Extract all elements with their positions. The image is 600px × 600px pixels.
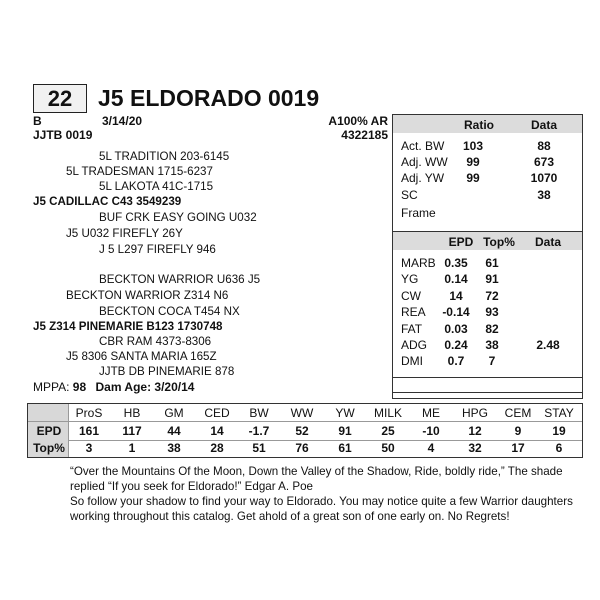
epd-value: 52 <box>295 424 309 438</box>
top-value: 76 <box>295 441 309 455</box>
perf-label: Frame <box>401 206 436 220</box>
top-value: 38 <box>167 441 181 455</box>
carcass-top: 91 <box>485 272 499 286</box>
epd-col-header: ProS <box>75 406 103 420</box>
pedigree-ssd: 5L LAKOTA 41C-1715 <box>99 180 214 193</box>
lot-number: 22 <box>33 84 87 113</box>
carcass-top: 82 <box>485 322 499 336</box>
top-value: 61 <box>338 441 352 455</box>
pedigree-sdd: J 5 L297 FIREFLY 946 <box>99 243 216 256</box>
pedigree-dsd: BECKTON COCA T454 NX <box>99 305 240 318</box>
carcass-epd: 0.03 <box>444 322 468 336</box>
carcass-top: 72 <box>485 289 499 303</box>
epd-value: 14 <box>210 424 224 438</box>
pedigree-sds: BUF CRK EASY GOING U032 <box>99 211 257 224</box>
note-line: replied “If you seek for Eldorado!” Edgar A. Poe <box>70 480 313 493</box>
dam-age-value: 3/20/14 <box>154 380 195 394</box>
ratio-header: Ratio <box>464 118 494 132</box>
perf-ratio: 99 <box>466 155 480 169</box>
epd-col-header: CEM <box>504 406 532 420</box>
top-row-label: Top% <box>33 441 65 455</box>
epd-value: 9 <box>514 424 522 438</box>
pedigree-ss: 5L TRADESMAN 1715-6237 <box>66 165 213 178</box>
epd-value: -1.7 <box>248 424 270 438</box>
pedigree-dd: J5 8306 SANTA MARIA 165Z <box>66 350 217 363</box>
epd-value: 19 <box>552 424 566 438</box>
top-value: 4 <box>427 441 435 455</box>
epd-col-header: CED <box>204 406 230 420</box>
empty-box <box>392 377 583 399</box>
carcass-top: 38 <box>485 338 499 352</box>
epd-col-header: BW <box>249 406 269 420</box>
carcass-epd: 0.7 <box>447 354 465 368</box>
top-value: 50 <box>381 441 395 455</box>
note-line: So follow your shadow to find your way to Eldorado. You may notice quite a few Warrior daughters <box>70 495 573 508</box>
epd-value: 117 <box>122 424 142 438</box>
epd-col-header: STAY <box>544 406 574 420</box>
carcass-top: 7 <box>488 354 496 368</box>
sex-code: B <box>33 114 42 128</box>
perf-ratio: 99 <box>466 171 480 185</box>
epd-col-header: HB <box>123 406 141 420</box>
perf-data: 38 <box>537 188 551 202</box>
mppa-value: 98 <box>72 380 87 394</box>
pedigree-sss: 5L TRADITION 203-6145 <box>99 150 230 163</box>
perf-data: 1070 <box>530 171 558 185</box>
carcass-epd: -0.14 <box>442 305 470 319</box>
carcass-epd: 0.14 <box>444 272 468 286</box>
carcass-epd: 0.24 <box>444 338 468 352</box>
dam-age-label: Dam Age: <box>95 380 152 394</box>
carcass-label: ADG <box>401 338 428 352</box>
pedigree-sd: J5 U032 FIREFLY 26Y <box>66 227 183 240</box>
perf-label: Act. BW <box>401 139 445 153</box>
perf-data: 88 <box>537 139 551 153</box>
top-header: Top% <box>483 235 515 249</box>
epd-row-label: EPD <box>36 424 62 438</box>
pedigree-dam: J5 Z314 PINEMARIE B123 1730748 <box>33 320 223 333</box>
top-value: 17 <box>511 441 525 455</box>
top-value: 1 <box>128 441 136 455</box>
pedigree-sire: J5 CADILLAC C43 3549239 <box>33 195 182 208</box>
top-value: 6 <box>555 441 563 455</box>
tattoo: JJTB 0019 <box>33 128 93 142</box>
epd-header: EPD <box>448 235 474 249</box>
carcass-label: REA <box>401 305 426 319</box>
perf-ratio: 103 <box>462 139 484 153</box>
top-value: 51 <box>252 441 266 455</box>
pedigree-ds: BECKTON WARRIOR Z314 N6 <box>66 289 229 302</box>
carcass-label: MARB <box>401 256 436 270</box>
performance-panel <box>392 114 583 393</box>
birth-date: 3/14/20 <box>102 114 143 128</box>
pedigree-dss: BECKTON WARRIOR U636 J5 <box>99 273 261 286</box>
epd-col-header: GM <box>164 406 184 420</box>
top-value: 28 <box>210 441 224 455</box>
registration-number: 4322185 <box>341 128 388 142</box>
perf-label: Adj. YW <box>401 171 445 185</box>
perf-data: 673 <box>533 155 555 169</box>
epd-table <box>27 403 583 458</box>
catalog-notes <box>70 464 590 524</box>
pedigree-dds: CBR RAM 4373-8306 <box>99 335 212 348</box>
top-value: 3 <box>85 441 93 455</box>
carcass-label: DMI <box>401 354 423 368</box>
carcass-label: YG <box>401 272 419 286</box>
epd-value: 161 <box>78 424 100 438</box>
epd-col-header: YW <box>335 406 355 420</box>
carcass-data-header: Data <box>534 235 561 249</box>
epd-col-header: WW <box>290 406 314 420</box>
carcass-top: 93 <box>485 305 499 319</box>
carcass-data: 2.48 <box>536 338 560 352</box>
epd-value: 44 <box>167 424 181 438</box>
top-value: 32 <box>468 441 482 455</box>
epd-value: 91 <box>338 424 352 438</box>
data-header: Data <box>530 118 557 132</box>
carcass-epd: 14 <box>449 289 463 303</box>
perf-label: SC <box>401 188 418 202</box>
note-line: working throughout this catalog. Get ahold of a great son of one early on. No Regrets! <box>70 510 510 523</box>
epd-col-header: ME <box>422 406 440 420</box>
carcass-epd: 0.35 <box>444 256 468 270</box>
carcass-label: CW <box>401 289 421 303</box>
epd-value: 12 <box>468 424 482 438</box>
animal-name: J5 ELDORADO 0019 <box>98 85 320 111</box>
carcass-top: 61 <box>485 256 499 270</box>
epd-value: 25 <box>381 424 395 438</box>
epd-value: -10 <box>422 424 440 438</box>
pedigree-ddd: JJTB DB PINEMARIE 878 <box>99 365 235 378</box>
carcass-label: FAT <box>401 322 423 336</box>
registry: A100% AR <box>328 114 388 128</box>
epd-col-header: MILK <box>373 406 402 420</box>
perf-label: Adj. WW <box>401 155 448 169</box>
epd-col-header: HPG <box>461 406 488 420</box>
mppa-line <box>33 380 194 394</box>
note-line: “Over the Mountains Of the Moon, Down the Valley of the Shadow, Ride, boldly ride,” The shade <box>70 465 563 478</box>
mppa-label: MPPA: <box>33 380 70 394</box>
